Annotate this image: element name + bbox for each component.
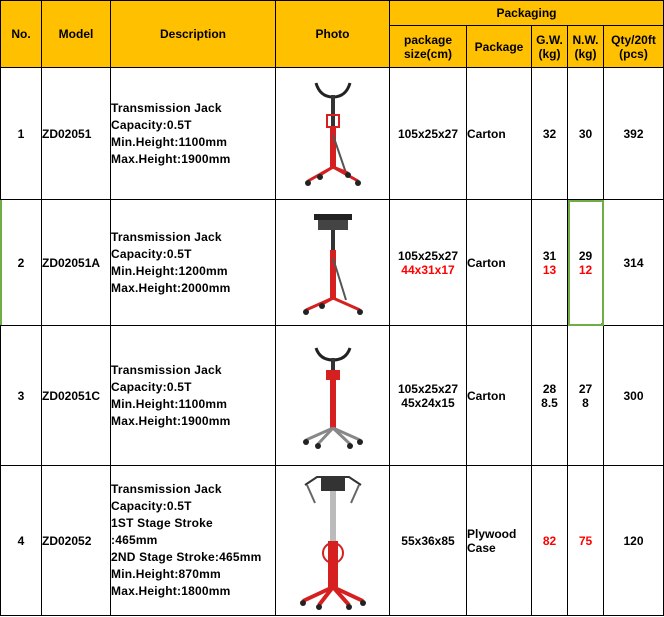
table-row bbox=[1, 68, 664, 200]
header-nw-line2: (kg) bbox=[574, 46, 597, 61]
cell-nw-selected[interactable] bbox=[568, 200, 604, 326]
gw-value: 32 bbox=[542, 126, 557, 141]
cell-package-size[interactable] bbox=[390, 466, 467, 616]
header-package-size[interactable] bbox=[390, 26, 467, 68]
header-package[interactable]: Package bbox=[467, 26, 532, 68]
description-line: 2ND Stage Stroke:465mm bbox=[111, 550, 262, 564]
cell-description[interactable] bbox=[111, 326, 276, 466]
header-photo[interactable]: Photo bbox=[276, 1, 390, 68]
description-line: Transmission Jack bbox=[111, 100, 222, 115]
gw-value: 31 bbox=[542, 248, 557, 263]
gw-value: 82 bbox=[542, 533, 557, 548]
description-line: Capacity:0.5T bbox=[111, 246, 192, 261]
header-model[interactable]: Model bbox=[42, 1, 111, 68]
header-gw[interactable] bbox=[532, 26, 568, 68]
transmission-jack-photo bbox=[295, 471, 371, 611]
description-line: Capacity:0.5T bbox=[111, 117, 192, 132]
cell-no[interactable]: 4 bbox=[1, 466, 42, 616]
fill-handle[interactable] bbox=[601, 323, 604, 326]
header-no[interactable]: No. bbox=[1, 1, 42, 68]
cell-gw[interactable] bbox=[532, 68, 568, 200]
header-gw-line2: (kg) bbox=[538, 46, 561, 61]
cell-no[interactable]: 2 bbox=[1, 200, 42, 326]
description-line: Max.Height:1900mm bbox=[111, 413, 231, 428]
description-line: Transmission Jack bbox=[111, 482, 222, 496]
header-packaging[interactable]: Packaging bbox=[390, 1, 664, 26]
package-size-value: 45x24x15 bbox=[401, 395, 455, 410]
header-qty-line1: Qty/20ft bbox=[611, 32, 656, 47]
description-line: Max.Height:2000mm bbox=[111, 280, 231, 295]
header-description[interactable]: Description bbox=[111, 1, 276, 68]
cell-description[interactable] bbox=[111, 68, 276, 200]
cell-package[interactable] bbox=[467, 200, 532, 326]
cell-package[interactable] bbox=[467, 326, 532, 466]
nw-value: 8 bbox=[582, 395, 589, 410]
header-package-size-line2: size(cm) bbox=[403, 46, 453, 61]
package-size-value: 105x25x27 bbox=[397, 126, 459, 141]
cell-nw[interactable] bbox=[568, 326, 604, 466]
table-row bbox=[1, 200, 664, 326]
transmission-jack-photo bbox=[298, 340, 368, 452]
cell-package-size[interactable] bbox=[390, 200, 467, 326]
package-value: Carton bbox=[467, 388, 506, 403]
table-row bbox=[1, 326, 664, 466]
cell-description[interactable] bbox=[111, 200, 276, 326]
nw-value: 27 bbox=[578, 381, 593, 396]
transmission-jack-photo bbox=[298, 75, 368, 193]
package-size-value: 105x25x27 bbox=[397, 381, 459, 396]
cell-qty[interactable]: 314 bbox=[604, 200, 664, 326]
cell-package-size[interactable] bbox=[390, 68, 467, 200]
cell-package[interactable] bbox=[467, 466, 532, 616]
cell-no[interactable]: 3 bbox=[1, 326, 42, 466]
header-gw-line1: G.W. bbox=[536, 32, 563, 47]
cell-nw[interactable] bbox=[568, 466, 604, 616]
cell-model[interactable]: ZD02051C bbox=[42, 326, 111, 466]
header-package-size-line1: package bbox=[403, 32, 453, 47]
cell-description[interactable] bbox=[111, 466, 276, 616]
cell-qty[interactable]: 392 bbox=[604, 68, 664, 200]
nw-value: 30 bbox=[578, 126, 593, 141]
package-value: Carton bbox=[467, 126, 506, 141]
cell-qty[interactable]: 300 bbox=[604, 326, 664, 466]
cell-gw[interactable] bbox=[532, 326, 568, 466]
package-value: Plywood bbox=[467, 526, 517, 541]
nw-value: 29 bbox=[578, 248, 593, 263]
description-line: Transmission Jack bbox=[111, 362, 222, 377]
cell-no[interactable]: 1 bbox=[1, 68, 42, 200]
description-line: Min.Height:1200mm bbox=[111, 263, 228, 278]
cell-photo[interactable] bbox=[276, 200, 390, 326]
nw-value: 12 bbox=[578, 262, 593, 277]
cell-model[interactable]: ZD02052 bbox=[42, 466, 111, 616]
table-row bbox=[1, 466, 664, 616]
description-line: 1ST Stage Stroke bbox=[111, 516, 213, 530]
cell-package[interactable] bbox=[467, 68, 532, 200]
package-size-value: 44x31x17 bbox=[401, 262, 455, 277]
cell-gw[interactable] bbox=[532, 200, 568, 326]
cell-photo[interactable] bbox=[276, 466, 390, 616]
package-value: Carton bbox=[467, 255, 506, 270]
cell-gw[interactable] bbox=[532, 466, 568, 616]
description-line: :465mm bbox=[111, 533, 158, 547]
row-selection-marker bbox=[0, 200, 2, 325]
cell-qty[interactable]: 120 bbox=[604, 466, 664, 616]
transmission-jack-photo bbox=[298, 208, 368, 318]
description-line: Capacity:0.5T bbox=[111, 379, 192, 394]
cell-package-size[interactable] bbox=[390, 326, 467, 466]
nw-value: 75 bbox=[578, 533, 593, 548]
package-size-value: 105x25x27 bbox=[397, 248, 459, 263]
package-size-value: 55x36x85 bbox=[401, 533, 455, 548]
cell-model[interactable]: ZD02051A bbox=[42, 200, 111, 326]
cell-photo[interactable] bbox=[276, 326, 390, 466]
description-line: Transmission Jack bbox=[111, 229, 222, 244]
header-qty-line2: (pcs) bbox=[619, 46, 648, 61]
cell-nw[interactable] bbox=[568, 68, 604, 200]
description-line: Min.Height:870mm bbox=[111, 567, 221, 581]
header-qty[interactable] bbox=[604, 26, 664, 68]
header-nw-line1: N.W. bbox=[572, 32, 599, 47]
gw-value: 28 bbox=[542, 381, 557, 396]
description-line: Capacity:0.5T bbox=[111, 499, 192, 513]
gw-value: 8.5 bbox=[541, 395, 558, 410]
description-line: Max.Height:1900mm bbox=[111, 151, 231, 166]
description-line: Min.Height:1100mm bbox=[111, 396, 228, 411]
description-line: Max.Height:1800mm bbox=[111, 584, 231, 598]
header-nw[interactable] bbox=[568, 26, 604, 68]
cell-photo[interactable] bbox=[276, 68, 390, 200]
package-value: Case bbox=[467, 540, 496, 555]
description-line: Min.Height:1100mm bbox=[111, 134, 228, 149]
gw-value: 13 bbox=[542, 262, 557, 277]
cell-model[interactable]: ZD02051 bbox=[42, 68, 111, 200]
